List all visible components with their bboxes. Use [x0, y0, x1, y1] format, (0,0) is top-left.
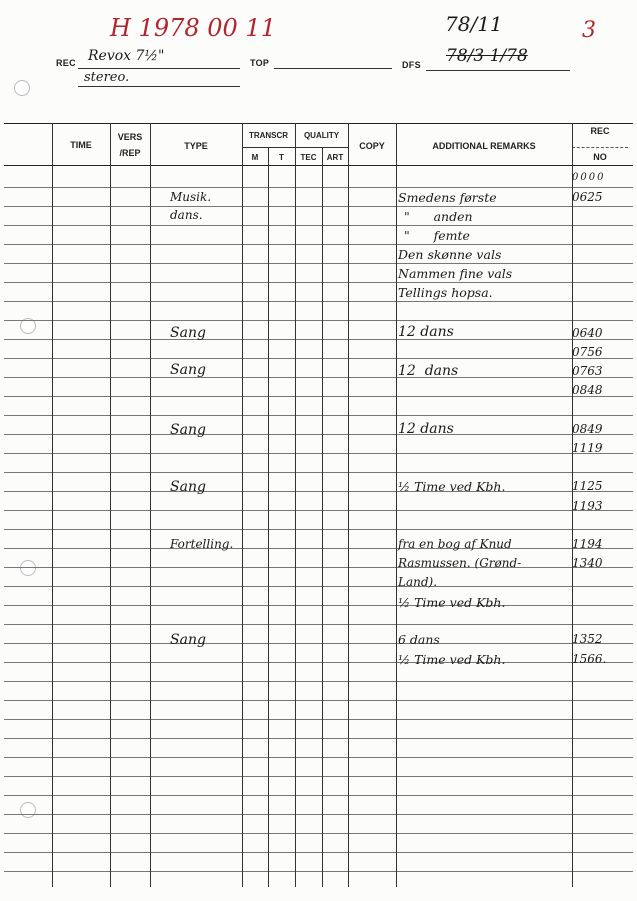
- col-header-rec: REC: [590, 126, 610, 136]
- row-line: [4, 567, 633, 568]
- col-divider: [322, 147, 323, 887]
- type-entry: Sang: [170, 632, 206, 648]
- row-line: [4, 795, 633, 796]
- type-entry: dans.: [170, 208, 203, 222]
- col-divider: [268, 147, 269, 887]
- rec-line-2: [78, 86, 240, 87]
- rec-value: Revox 7½": [88, 48, 165, 64]
- table-header-bottom: [4, 165, 633, 166]
- row-line: [4, 624, 633, 625]
- sheet-number: 3: [582, 18, 596, 43]
- row-line: [4, 301, 633, 302]
- col-header-quality: QUALITY: [303, 131, 340, 140]
- row-line: [4, 529, 633, 530]
- row-line: [4, 586, 633, 587]
- row-line: [4, 757, 633, 758]
- row-line: [4, 719, 633, 720]
- punch-hole: [20, 560, 36, 576]
- remark-entry: 12 dans: [398, 421, 454, 437]
- remark-entry: Tellings hopsa.: [398, 285, 493, 300]
- row-line: [4, 738, 633, 739]
- col-header-type: TYPE: [184, 141, 208, 151]
- punch-hole: [20, 802, 36, 818]
- row-line: [4, 510, 633, 511]
- row-line: [4, 225, 633, 226]
- type-entry: Sang: [170, 325, 206, 341]
- rec-number: 1352: [572, 632, 603, 646]
- col-header-remarks: ADDITIONAL REMARKS: [432, 141, 536, 151]
- col-header-transcr: TRANSCR: [248, 131, 289, 140]
- rec-number: 0849: [572, 422, 603, 436]
- type-entry: Sang: [170, 479, 206, 495]
- rec-number: 0625: [572, 190, 603, 204]
- row-line: [4, 453, 633, 454]
- col-divider: [242, 123, 243, 887]
- rec-number: 0640: [572, 326, 603, 340]
- remark-entry: Nammen fine vals: [398, 266, 513, 281]
- type-entry: Fortelling.: [170, 537, 234, 551]
- row-line: [4, 339, 633, 340]
- row-line: [4, 871, 633, 872]
- row-line: [4, 358, 633, 359]
- row-line: [4, 681, 633, 682]
- punch-hole: [14, 80, 30, 96]
- row-line: [4, 282, 633, 283]
- remark-entry: 12 dans: [398, 363, 459, 379]
- rec-number: 0000: [572, 172, 606, 183]
- rec-subheader-line: [572, 147, 628, 148]
- date-top: 78/11: [445, 12, 503, 36]
- col-header-t: T: [279, 153, 284, 162]
- row-line: [4, 434, 633, 435]
- row-line: [4, 396, 633, 397]
- remark-entry: fra en bog af Knud: [398, 537, 512, 551]
- row-line: [4, 852, 633, 853]
- row-line: [4, 377, 633, 378]
- col-header-no: NO: [593, 152, 607, 162]
- rec-number: 0756: [572, 345, 603, 359]
- row-line: [4, 187, 633, 188]
- col-divider: [150, 123, 151, 887]
- row-line: [4, 605, 633, 606]
- dfs-label: DFS: [402, 60, 421, 70]
- top-line: [274, 68, 392, 69]
- row-line: [4, 415, 633, 416]
- row-line: [4, 206, 633, 207]
- type-entry: Musik.: [170, 190, 212, 204]
- archive-id: H 1978 00 11: [110, 14, 276, 42]
- rec-number: 1340: [572, 556, 603, 570]
- col-divider: [348, 123, 349, 887]
- col-header-rep: /REP: [119, 148, 141, 158]
- table-top-border: [4, 123, 633, 124]
- dfs-line: [426, 70, 570, 71]
- col-header-copy: COPY: [359, 141, 385, 151]
- rec-number: 1119: [572, 441, 603, 455]
- col-header-vers: VERS: [117, 132, 143, 142]
- row-line: [4, 643, 633, 644]
- remark-entry: 6 dans: [398, 632, 440, 647]
- top-label: TOP: [250, 58, 270, 68]
- row-line: [4, 662, 633, 663]
- row-line: [4, 814, 633, 815]
- row-line: [4, 472, 633, 473]
- remark-entry: " femte: [404, 228, 470, 243]
- type-entry: Sang: [170, 362, 206, 378]
- remark-entry: 12 dans: [398, 324, 454, 340]
- row-line: [4, 244, 633, 245]
- row-line: [4, 320, 633, 321]
- col-header-art: ART: [326, 153, 344, 162]
- remark-entry: ½ Time ved Kbh.: [398, 595, 506, 610]
- remark-entry: Land).: [398, 575, 438, 589]
- rec-value-line2: stereo.: [84, 70, 130, 85]
- remark-entry: Rasmussen. (Grønd-: [398, 556, 522, 570]
- col-divider: [110, 123, 111, 887]
- rec-number: 1194: [572, 537, 603, 551]
- row-line: [4, 548, 633, 549]
- remark-entry: ½ Time ved Kbh.: [398, 479, 506, 494]
- type-entry: Sang: [170, 422, 206, 438]
- col-header-m: M: [251, 153, 259, 162]
- remark-entry: Smedens første: [398, 190, 497, 205]
- rec-number: 1566.: [572, 652, 607, 666]
- col-header-tec: TEC: [300, 153, 317, 162]
- remark-entry: " anden: [404, 209, 473, 224]
- col-divider: [52, 123, 53, 887]
- col-divider: [295, 123, 296, 887]
- col-header-time: TIME: [70, 140, 92, 150]
- col-divider: [396, 123, 397, 887]
- rec-line: [78, 68, 240, 69]
- remark-entry: ½ Time ved Kbh.: [398, 652, 506, 667]
- row-line: [4, 833, 633, 834]
- remark-entry: Den skønne vals: [398, 247, 502, 262]
- rec-number: 1193: [572, 499, 603, 513]
- row-line: [4, 263, 633, 264]
- row-line: [4, 700, 633, 701]
- row-line: [4, 776, 633, 777]
- rec-number: 0848: [572, 383, 603, 397]
- rec-number: 0763: [572, 364, 603, 378]
- rec-label: REC: [56, 58, 76, 68]
- row-line: [4, 491, 633, 492]
- dfs-value: 78/3 1/78: [446, 46, 528, 66]
- rec-number: 1125: [572, 479, 603, 493]
